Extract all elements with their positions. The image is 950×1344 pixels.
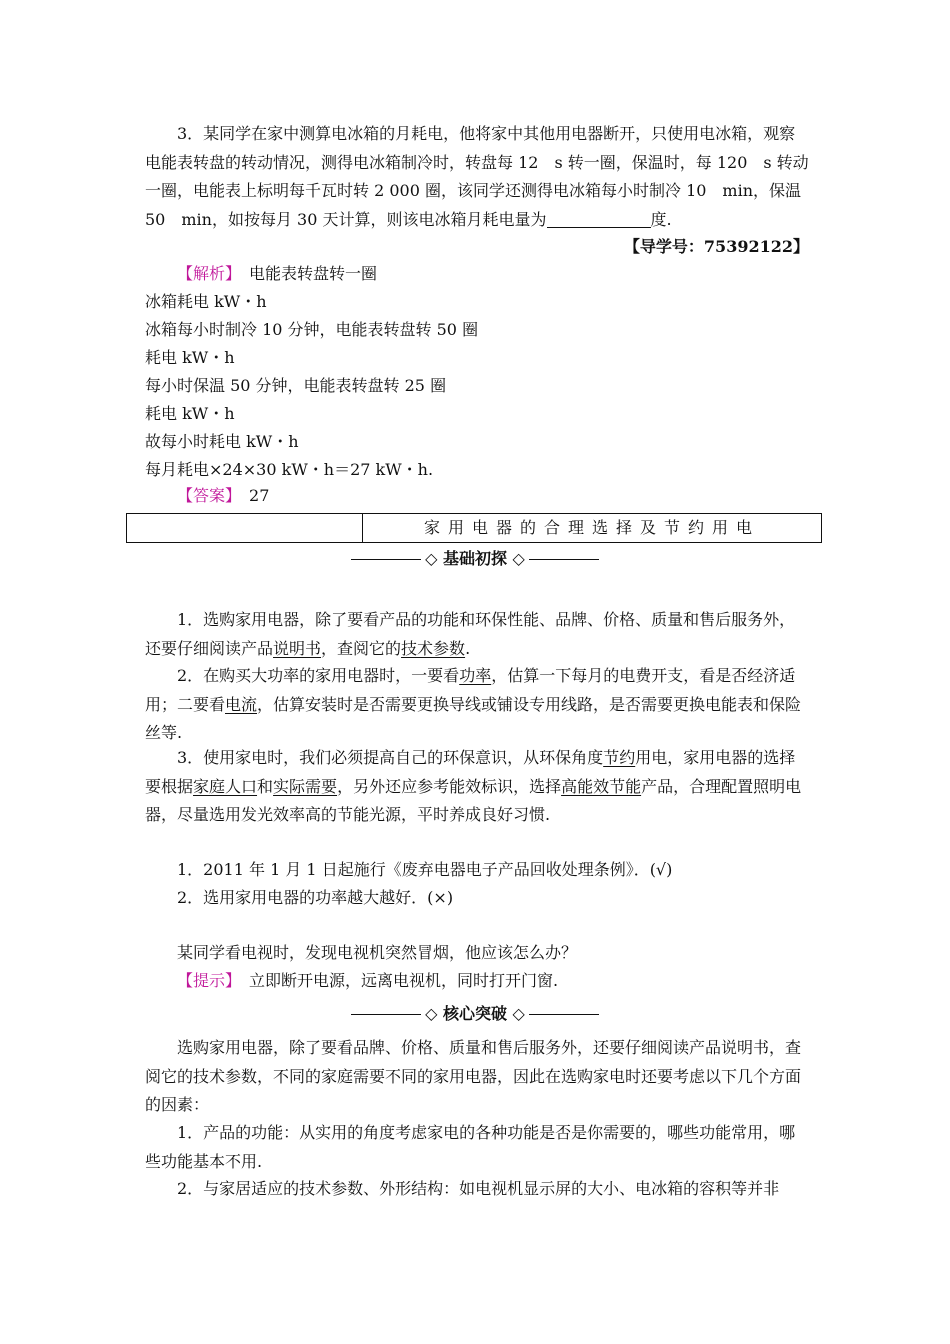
underlined-term: 电流	[225, 694, 258, 714]
answer-blank	[547, 209, 651, 228]
judge-item-1: 1．2011 年 1 月 1 日起施行《废弃电器电子产品回收处理条例》．(√)	[177, 860, 673, 879]
section-core-header	[0, 1002, 950, 1026]
think-answer: 【提示】 立即断开电源，远离电视机，同时打开门窗.	[177, 971, 559, 990]
basics-paragraph-1: 1．选购家用电器，除了要看产品的功能和环保性能、品牌、价格、质量和售后服务外，还要仔细阅读产品说明书，查阅它的技术参数.	[145, 610, 796, 658]
judge-item-2: 2．选用家用电器的功率越大越好．(×)	[177, 888, 454, 907]
solution-line-1: 【解析】 电能表转盘转一圈	[177, 264, 378, 283]
lesson-title: 家用电器的合理选择及节约用电	[423, 518, 760, 537]
answer-line: 【答案】 27	[177, 486, 270, 505]
core-paragraph-2: 1．产品的功能：从实用的角度考虑家电的各种功能是否是你需要的，哪些功能常用，哪些功能基本不用.	[145, 1123, 796, 1171]
table-empty-cell	[127, 514, 363, 542]
underlined-term: 节约	[603, 748, 636, 767]
think-question: 某同学看电视时，发现电视机突然冒烟，他应该怎么办？	[177, 943, 578, 962]
section-basics-header	[0, 547, 950, 571]
answer-tag: 【答案】	[177, 486, 234, 505]
section-basics-title: ◇ 基础初探 ◇	[425, 549, 525, 568]
underlined-term: 高能效节能	[561, 776, 642, 796]
underlined-term: 技术参数	[401, 638, 466, 658]
question-3	[145, 120, 809, 234]
question-3-text: 3．某同学在家中测算电冰箱的月耗电，他将家中其他用电器断开，只使用电冰箱，观察电能表转盘的转动情况，测得电冰箱制冷时，转盘每 12 s 转一圈，保温时，每 120 s 转动一圈，电能表上标明每千瓦时转 2 000 圈，该同学还测得电冰箱每小时制冷 10 min，保温 50 min，如按每月 30 天计算，则该电冰箱月耗电量为	[145, 124, 809, 229]
solution-line-3: 冰箱每小时制冷 10 分钟，电能表转盘转 50 圈	[145, 320, 479, 339]
underlined-term: 实际需要	[273, 776, 338, 796]
core-paragraph-1: 选购家用电器，除了要看品牌、价格、质量和售后服务外，还要仔细阅读产品说明书，查阅它的技术参数，不同的家庭需要不同的家用电器，因此在选购家电时还要考虑以下几个方面的因素：	[145, 1038, 802, 1114]
underlined-term: 说明书	[273, 638, 322, 658]
solution-line-4: 耗电 kW・h	[145, 348, 235, 367]
solution-line-8: 每月耗电×24×30 kW・h＝27 kW・h.	[145, 460, 434, 479]
basics-paragraph-2: 2．在购买大功率的家用电器时，一要看功率，估算一下每月的电费开支，看是否经济适用；二要看电流，估算安装时是否需要更换导线或铺设专用线路，是否需要更换电能表和保险丝等.	[145, 666, 802, 742]
section-core-title: ◇ 核心突破 ◇	[425, 1004, 525, 1023]
solution-line-5: 每小时保温 50 分钟，电能表转盘转 25 圈	[145, 376, 447, 395]
underlined-term: 家庭人口	[193, 776, 258, 796]
guide-number: 【导学号：75392122】	[623, 237, 809, 256]
solution-line-7: 故每小时耗电 kW・h	[145, 432, 299, 451]
solution-line-2: 冰箱耗电 kW・h	[145, 292, 267, 311]
solution-tag: 【解析】	[177, 264, 234, 283]
basics-paragraph-3: 3．使用家电时，我们必须提高自己的环保意识，从环保角度节约用电，家用电器的选择要根据家庭人口和实际需要，另外还应参考能效标识，选择高能效节能产品，合理配置照明电器，尽量选用发光效率高的节能光源，平时养成良好习惯.	[145, 748, 802, 824]
underlined-term: 功率	[459, 666, 492, 685]
hint-tag: 【提示】	[177, 971, 234, 990]
question-3-tail: 度.	[650, 209, 672, 229]
lesson-title-table	[126, 513, 822, 543]
solution-line-6: 耗电 kW・h	[145, 404, 235, 423]
core-paragraph-3: 2．与家居适应的技术参数、外形结构：如电视机显示屏的大小、电冰箱的容积等并非	[177, 1179, 780, 1198]
